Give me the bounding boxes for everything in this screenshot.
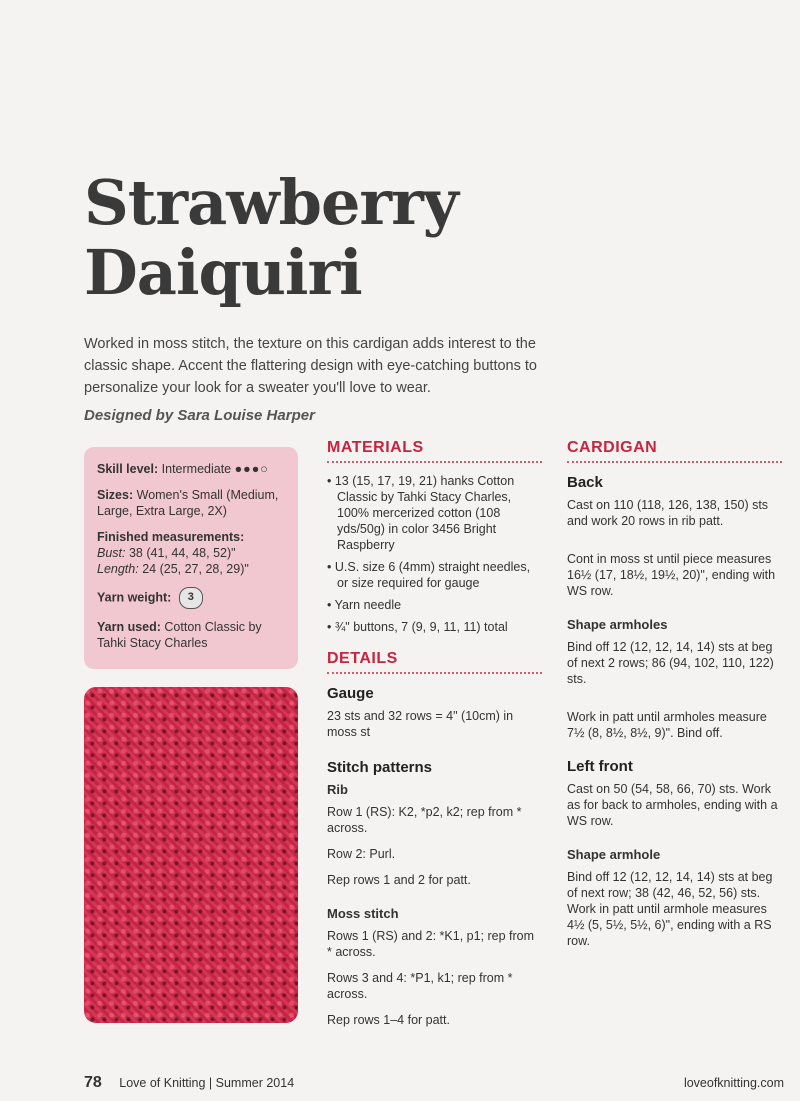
left-front-title: Left front bbox=[567, 758, 633, 775]
sizes: Sizes: Women's Small (Medium, Large, Extra Large, 2X) bbox=[97, 488, 279, 518]
rib-title: Rib bbox=[327, 782, 348, 797]
page-footer bbox=[84, 1074, 784, 1092]
shape-armholes-title: Shape armholes bbox=[567, 617, 668, 632]
title-line-2: Daiquiri bbox=[84, 236, 362, 309]
designer-credit: Designed by Sara Louise Harper bbox=[84, 407, 315, 424]
skill-dots-icon: ●●●○ bbox=[234, 462, 269, 476]
website-url: loveofknitting.com bbox=[683, 1076, 784, 1090]
moss-stitch-title: Moss stitch bbox=[327, 906, 399, 921]
material-item: • ¾" buttons, 7 (9, 9, 11, 11) total bbox=[327, 619, 542, 635]
armholes-text-2: Work in patt until armholes measure 7½ (8, 8½, 8½, 9)". Bind off. bbox=[567, 710, 767, 740]
left-front-text: Cast on 50 (54, 58, 66, 70) sts. Work as for back to armholes, ending with a WS row. bbox=[567, 782, 778, 828]
gauge-title: Gauge bbox=[327, 685, 374, 702]
intro-text: Worked in moss stitch, the texture on this cardigan adds interest to the classic shape. Accent the flattering design with eye-catching buttons to personalize your look for a sweater you'll love to wear. bbox=[84, 336, 537, 396]
rib-row: Row 2: Purl. bbox=[327, 847, 396, 861]
cardigan-heading: CARDIGAN bbox=[567, 440, 782, 463]
moss-row: Rep rows 1–4 for patt. bbox=[327, 1013, 450, 1027]
moss-row: Rows 1 (RS) and 2: *K1, p1; rep from * across. bbox=[327, 929, 535, 959]
material-item: • U.S. size 6 (4mm) straight needles, or size required for gauge bbox=[327, 559, 542, 591]
materials-details-column bbox=[327, 440, 542, 1038]
material-item: • 13 (15, 17, 19, 21) hanks Cotton Classic by Tahki Stacy Charles, 100% mercerized cotton (108 yds/50g) in color 3456 Bright Raspberry bbox=[327, 473, 542, 553]
details-heading: DETAILS bbox=[327, 651, 542, 674]
yarn-weight: Yarn weight: 3 bbox=[97, 587, 286, 609]
moss-stitch-swatch-image bbox=[84, 687, 298, 1023]
page-number: 78 bbox=[84, 1074, 102, 1091]
moss-row: Rows 3 and 4: *P1, k1; rep from * across. bbox=[327, 971, 513, 1001]
gauge-text: 23 sts and 32 rows = 4" (10cm) in moss st bbox=[327, 709, 514, 739]
page-title bbox=[84, 168, 458, 308]
armholes-text: Bind off 12 (12, 12, 14, 14) sts at beg of next 2 rows; 86 (94, 102, 110, 122) sts. bbox=[567, 640, 774, 686]
rib-row: Rep rows 1 and 2 for patt. bbox=[327, 873, 471, 887]
back-text-2: Cont in moss st until piece measures 16½ (17, 18½, 19½, 20)", ending with WS row. bbox=[567, 552, 776, 598]
finished-measurements: Finished measurements: Bust: 38 (41, 44, 48, 52)" Length: 24 (25, 27, 28, 29)" bbox=[97, 530, 249, 576]
yarn-used: Yarn used: Cotton Classic by Tahki Stacy Charles bbox=[97, 620, 262, 650]
title-line-1: Strawberry bbox=[84, 166, 458, 239]
yarn-skein-icon: 3 bbox=[179, 587, 203, 609]
stitch-patterns-title: Stitch patterns bbox=[327, 759, 433, 776]
armhole-text: Bind off 12 (12, 12, 14, 14) sts at beg of next row; 38 (42, 46, 52, 56) sts. Work in patt until armhole measures 4½ (5, 5½, 5½, 6)", ending with a RS row. bbox=[567, 870, 773, 948]
back-text: Cast on 110 (118, 126, 138, 150) sts and work 20 rows in rib patt. bbox=[567, 498, 769, 528]
shape-armhole-title: Shape armhole bbox=[567, 847, 661, 862]
magazine-issue: Love of Knitting | Summer 2014 bbox=[119, 1076, 295, 1090]
materials-heading: MATERIALS bbox=[327, 440, 542, 463]
back-title: Back bbox=[567, 474, 603, 491]
cardigan-column bbox=[567, 440, 782, 959]
pattern-info-box bbox=[84, 447, 298, 669]
material-item: • Yarn needle bbox=[327, 597, 542, 613]
skill-level: Skill level: Intermediate ●●●○ bbox=[97, 462, 269, 476]
rib-row: Row 1 (RS): K2, *p2, k2; rep from * across. bbox=[327, 805, 522, 835]
